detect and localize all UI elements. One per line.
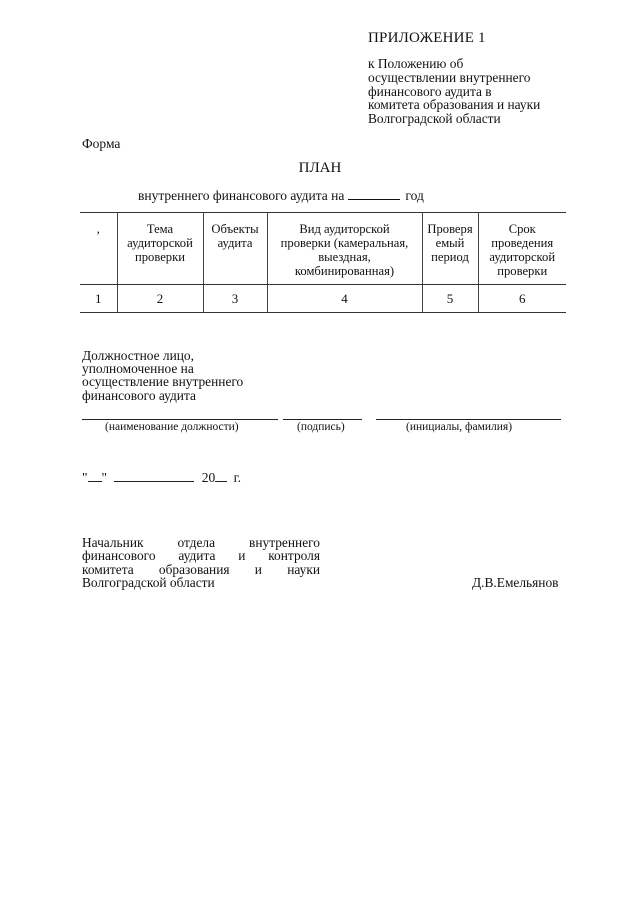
plan-subtitle [138,187,424,204]
name-caption: (инициалы, фамилия) [406,421,513,433]
header-cell-topic: Тема аудиторской проверки [117,213,203,285]
table-number-row [80,285,566,313]
appendix-line: финансового аудита в [368,83,492,99]
table-cell: 4 [267,285,422,313]
day-blank [88,470,102,482]
signature-line [283,419,362,420]
table-cell: 6 [478,285,566,313]
year-blank [348,187,400,200]
appendix-line: комитета образования и науки [368,97,541,113]
name-line [376,419,561,420]
audit-plan-table [80,212,566,313]
table-cell: 5 [422,285,478,313]
head-name: Д.В.Емельянов [472,575,559,590]
appendix-line: осуществлении внутреннего [368,69,531,85]
form-label: Форма [82,136,121,151]
header-cell-period: Проверя емый период [422,213,478,285]
table-header-row [80,213,566,285]
header-cell-number: ‚ [80,213,117,285]
header-cell-type: Вид аудиторской проверки (камеральная, выездная, комбинированная) [267,213,422,285]
header-cell-deadline: Срок проведения аудиторской проверки [478,213,566,285]
appendix-line: к Положению об [368,56,464,71]
table-cell: 2 [117,285,203,313]
table-cell: 3 [203,285,267,313]
head-position: Начальник отдела внутреннего финансового аудита и контроля комитета образования и науки Волгоградской области [82,535,320,591]
appendix-line: Волгоградской области [368,111,501,127]
header-cell-objects: Объекты аудита [203,213,267,285]
official-label: Должностное лицо, уполномоченное на осуществление внутреннего финансового аудита [82,348,244,403]
appendix-subtitle [368,57,540,126]
table-cell: 1 [80,285,117,313]
position-caption: (наименование должности) [105,421,239,433]
appendix-title: ПРИЛОЖЕНИЕ 1 [368,30,486,46]
plan-title: ПЛАН [298,160,342,176]
signature-caption: (подпись) [297,421,345,433]
plan-subtitle-suffix: год [405,188,424,203]
position-line [82,419,278,420]
date-line: " " 20 г. [82,470,242,485]
plan-subtitle-prefix: внутреннего финансового аудита на [138,188,345,203]
month-blank [114,470,194,482]
year-digits-blank [215,470,227,482]
